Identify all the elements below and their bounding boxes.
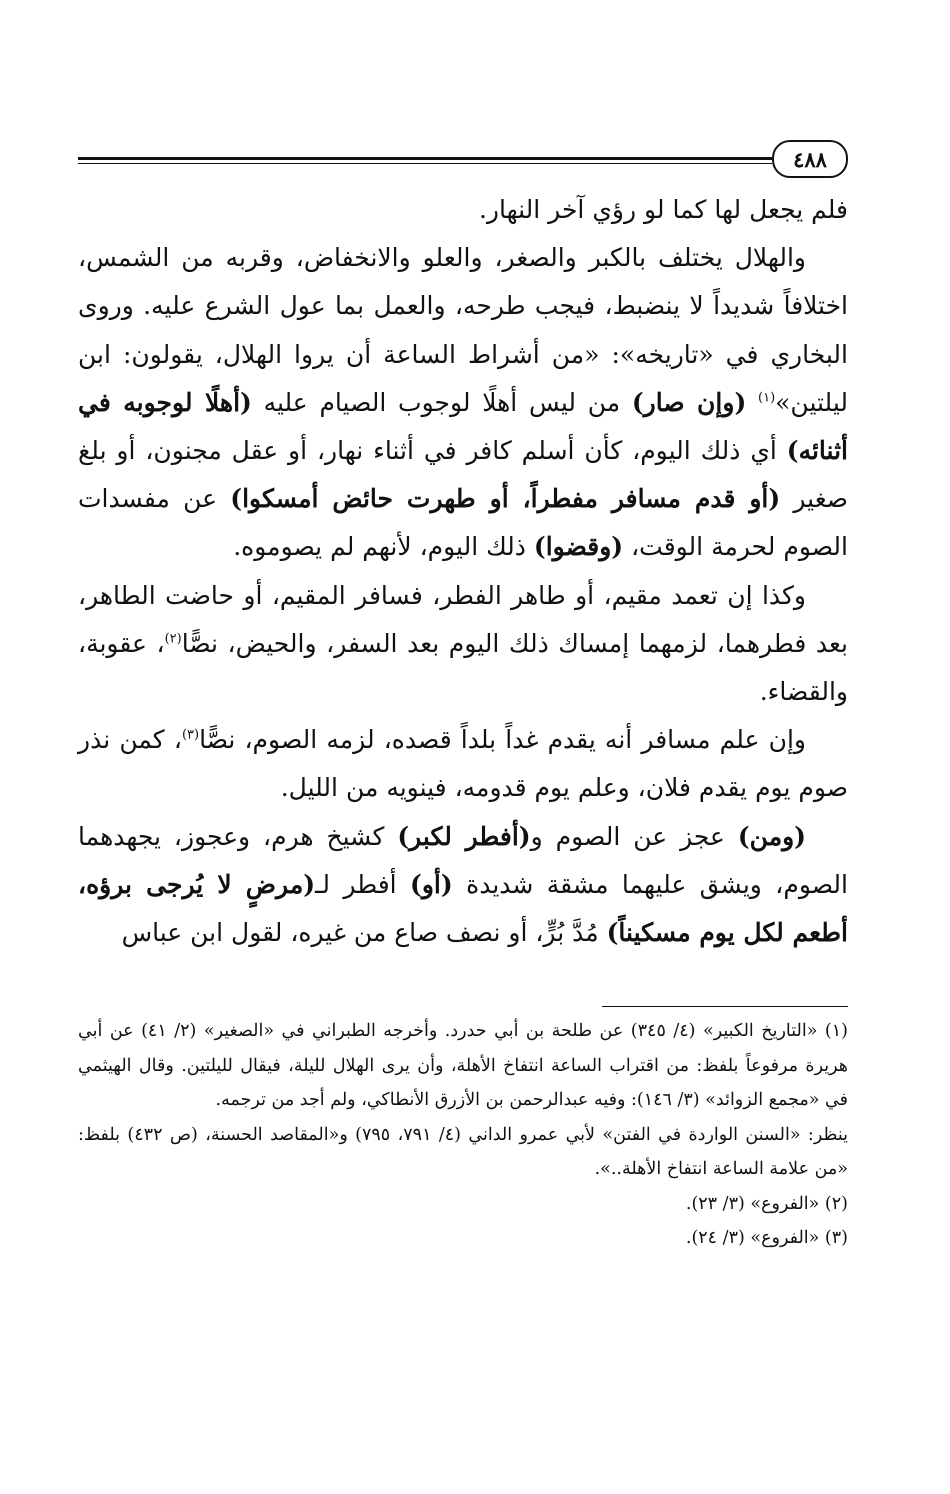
bold-matn-text: (مرضٍ لا يُرجى برؤه، أطعم لكل يوم مسكيناً)	[78, 869, 848, 948]
paragraph	[78, 813, 848, 958]
footnote: ينظر: «السنن الواردة في الفتن» لأبي عمرو الداني (٤/ ٧٩١، ٧٩٥) و«المقاصد الحسنة، (ص ٤٣٢) بلفظ: «من علامة الساعة انتفاخ الأهلة..».	[78, 1124, 848, 1179]
bold-matn-text: (وقضوا)	[533, 532, 624, 562]
text-run: عجز عن الصوم و	[530, 821, 738, 851]
footnote-marker: (٣)	[181, 727, 200, 743]
bold-matn-text: (أفطر لكبر)	[397, 821, 531, 851]
footnote-marker: (٢)	[164, 631, 182, 647]
bold-matn-text: (ومن)	[737, 821, 806, 851]
bold-matn-text: (وإن صار)	[631, 387, 747, 417]
text-run: كشيخ هرم، وعجوز، يجهدهما الصوم، ويشق عليهما مشقة شديدة	[78, 821, 848, 899]
bold-matn-text: (أو قدم مسافر مفطراً، أو طهرت حائض أمسكوا)	[230, 484, 781, 514]
text-run: من ليس أهلًا لوجوب الصيام عليه	[251, 387, 632, 417]
text-run: والهلال يختلف بالكبر والصغر، والعلو والانخفاض، وقربه من الشمس، اختلافاً شديداً لا ينضبط، فيجب طرحه، والعمل بما عول الشرع عليه. وروى البخاري في «تاريخه»: «من أشراط الساعة أن يروا الهلال، يقولون: ابن ليلتين»	[78, 243, 848, 417]
text-run	[746, 388, 758, 417]
header-rule-thin	[78, 163, 772, 164]
footnote-separator	[602, 1006, 848, 1007]
paragraph	[78, 572, 848, 717]
text-run: ، عقوبة، والقضاء.	[78, 628, 848, 707]
paragraph	[78, 234, 848, 571]
page-header	[78, 138, 848, 178]
bold-matn-text: (أو)	[410, 869, 453, 899]
paragraph	[78, 716, 848, 812]
footnote: (١) «التاريخ الكبير» (٤/ ٣٤٥) عن طلحة بن أبي حدرد. وأخرجه الطبراني في «الصغير» (٢/ ٤١) عن أبي هريرة مرفوعاً بلفظ: من اقتراب الساعة انتفاخ الأهلة، وأن يرى الهلال لليلة، فيقال لليلتين. وقال الهيثمي في «مجمع الزوائد» (٣/ ١٤٦): وفيه عبدالرحمن بن الأزرق الأنطاكي، ولم أجد من ترجمه.	[78, 1021, 848, 1110]
footnote: (٣) «الفروع» (٣/ ٢٤).	[685, 1228, 848, 1248]
text-run: فلم يجعل لها كما لو رؤي آخر النهار.	[478, 195, 848, 224]
footnotes	[78, 1014, 848, 1256]
text-run: وإن علم مسافر أنه يقدم غداً بلداً قصده، لزمه الصوم، نصًّا	[199, 725, 806, 755]
main-text	[78, 186, 848, 957]
footnote: (٢) «الفروع» (٣/ ٢٣).	[685, 1193, 848, 1214]
text-run: أفطر لـ	[315, 869, 411, 899]
text-run: أي ذلك اليوم، كأن أسلم كافر في أثناء نهار، أو عقل مجنون، أو بلغ صغير	[78, 436, 849, 514]
text-run: عن مفسدات الصوم لحرمة الوقت،	[78, 484, 848, 562]
text-run: ، كمن نذر صوم يوم يقدم فلان، وعلم يوم قدومه، فينويه من الليل.	[78, 725, 848, 803]
text-run: مُدَّ بُرٍّ، أو نصف صاع من غيره، لقول ابن عباس	[121, 918, 607, 948]
page-number: ٤٨٨	[772, 140, 848, 178]
text-run: وكذا إن تعمد مقيم، أو طاهر الفطر، فسافر المقيم، أو حاضت الطاهر، بعد فطرهما، لزمهما إمساك ذلك اليوم بعد السفر، والحيض، نصًّا	[78, 580, 848, 658]
bold-matn-text: (أهلًا لوجوبه في أثنائه)	[78, 387, 848, 466]
text-run: ذلك اليوم، لأنهم لم يصوموه.	[233, 532, 534, 562]
header-rule	[78, 157, 772, 160]
paragraph	[78, 186, 848, 234]
footnote-marker: (١)	[758, 390, 776, 406]
